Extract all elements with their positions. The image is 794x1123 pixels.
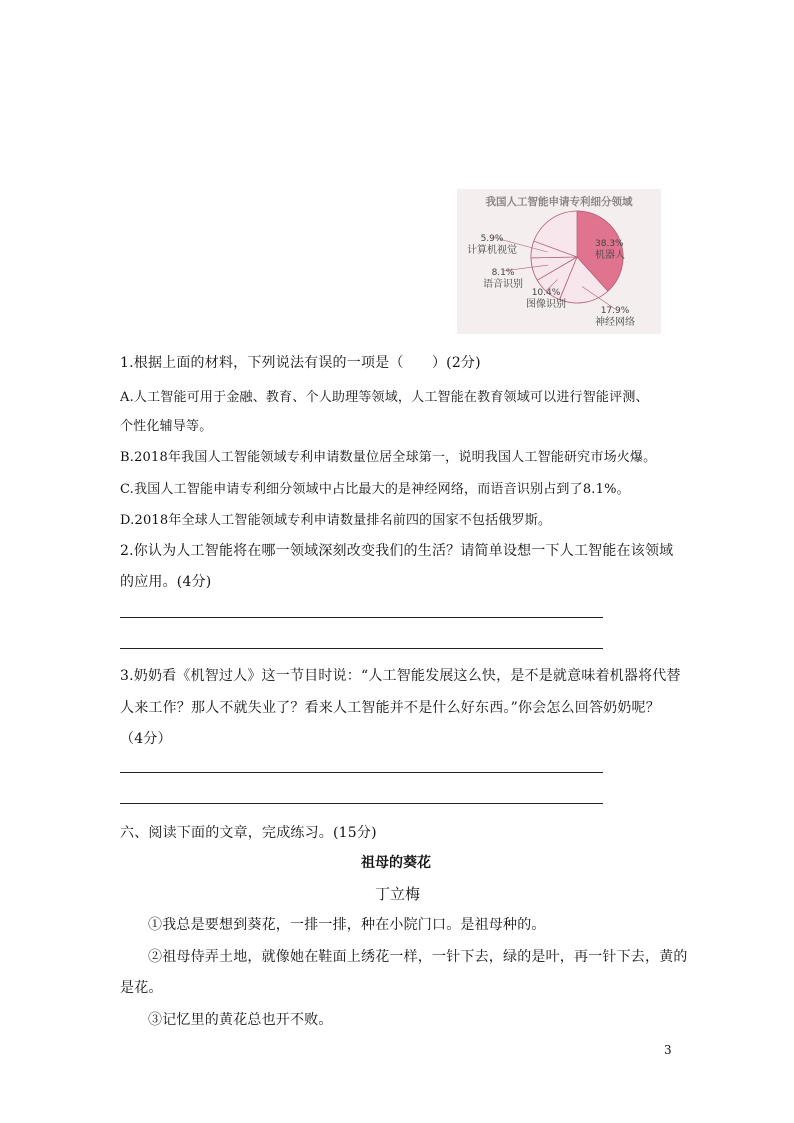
q2-answer-line-2[interactable] bbox=[120, 648, 603, 649]
q1-option-d: D.2018年全球人工智能领域专利申请数量排名前四的国家不包括俄罗斯。 bbox=[120, 513, 552, 528]
q1-option-b: B.2018年我国人工智能领域专利申请数量位居全球第一，说明我国人工智能研究市场火爆。 bbox=[120, 450, 657, 465]
q1-stem: 1.根据上面的材料，下列说法有误的一项是（ ）(2分) bbox=[120, 355, 481, 371]
section6-heading: 六、阅读下面的文章，完成练习。(15分) bbox=[120, 825, 377, 841]
article-author: 丁立梅 bbox=[375, 885, 421, 903]
pie-value-label-5: 5.9% bbox=[480, 234, 504, 244]
q2-line-1: 2.你认为人工智能将在哪一领域深刻改变我们的生活？请简单设想一下人工智能在该领域 bbox=[120, 543, 674, 559]
q1-option-c: C.我国人工智能申请专利细分领域中占比最大的是神经网络，而语音识别占到了8.1%。 bbox=[120, 482, 630, 497]
q3-line-1: 3.奶奶看《机智过人》这一节目时说：“人工智能发展这么快，是不是就意味着机器将代替 bbox=[120, 668, 681, 684]
q3-answer-line-1[interactable] bbox=[120, 772, 603, 773]
paragraph-3: ③记忆里的黄花总也开不败。 bbox=[148, 1012, 333, 1028]
pie-value-label-1: 38.3% bbox=[595, 239, 624, 249]
paragraph-2: ②祖母侍弄土地，就像她在鞋面上绣花一样，一针下去，绿的是叶，再一针下去，黄的 bbox=[148, 949, 688, 965]
pie-chart-figure bbox=[457, 189, 661, 334]
pie-category-label-4: 语音识别 bbox=[483, 279, 523, 290]
q3-line-2: 人来工作？那人不就失业了？看来人工智能并不是什么好东西。”你会怎么回答奶奶呢？ bbox=[120, 700, 660, 716]
pie-category-label-1: 机器人 bbox=[595, 250, 625, 261]
q3-answer-line-2[interactable] bbox=[120, 803, 603, 804]
q1-option-a-cont: 个性化辅导等。 bbox=[120, 419, 213, 434]
pie-value-label-3: 10.4% bbox=[531, 288, 561, 298]
pie-category-label-5: 计算机视觉 bbox=[467, 245, 517, 256]
pie-category-label-3: 图像识别 bbox=[526, 299, 566, 310]
q3-line-3: （4分） bbox=[120, 731, 172, 747]
article-title: 祖母的葵花 bbox=[361, 855, 431, 871]
chart-title: 我国人工智能申请专利细分领域 bbox=[485, 196, 633, 208]
pie-value-label-2: 17.9% bbox=[600, 306, 630, 316]
page-number: 3 bbox=[664, 1043, 672, 1057]
pie-category-label-2: 神经网络 bbox=[595, 317, 635, 328]
q1-option-a: A.人工智能可用于金融、教育、个人助理等领域，人工智能在教育领域可以进行智能评测、 bbox=[120, 390, 649, 405]
q2-line-2: 的应用。(4分) bbox=[120, 574, 212, 590]
q2-answer-line-1[interactable] bbox=[120, 617, 603, 618]
pie-chart-svg bbox=[457, 189, 661, 334]
paragraph-2-cont: 是花。 bbox=[120, 980, 163, 996]
paragraph-1: ①我总是要想到葵花，一排一排，种在小院门口。是祖母种的。 bbox=[148, 917, 546, 933]
pie-value-label-4: 8.1% bbox=[491, 268, 515, 278]
